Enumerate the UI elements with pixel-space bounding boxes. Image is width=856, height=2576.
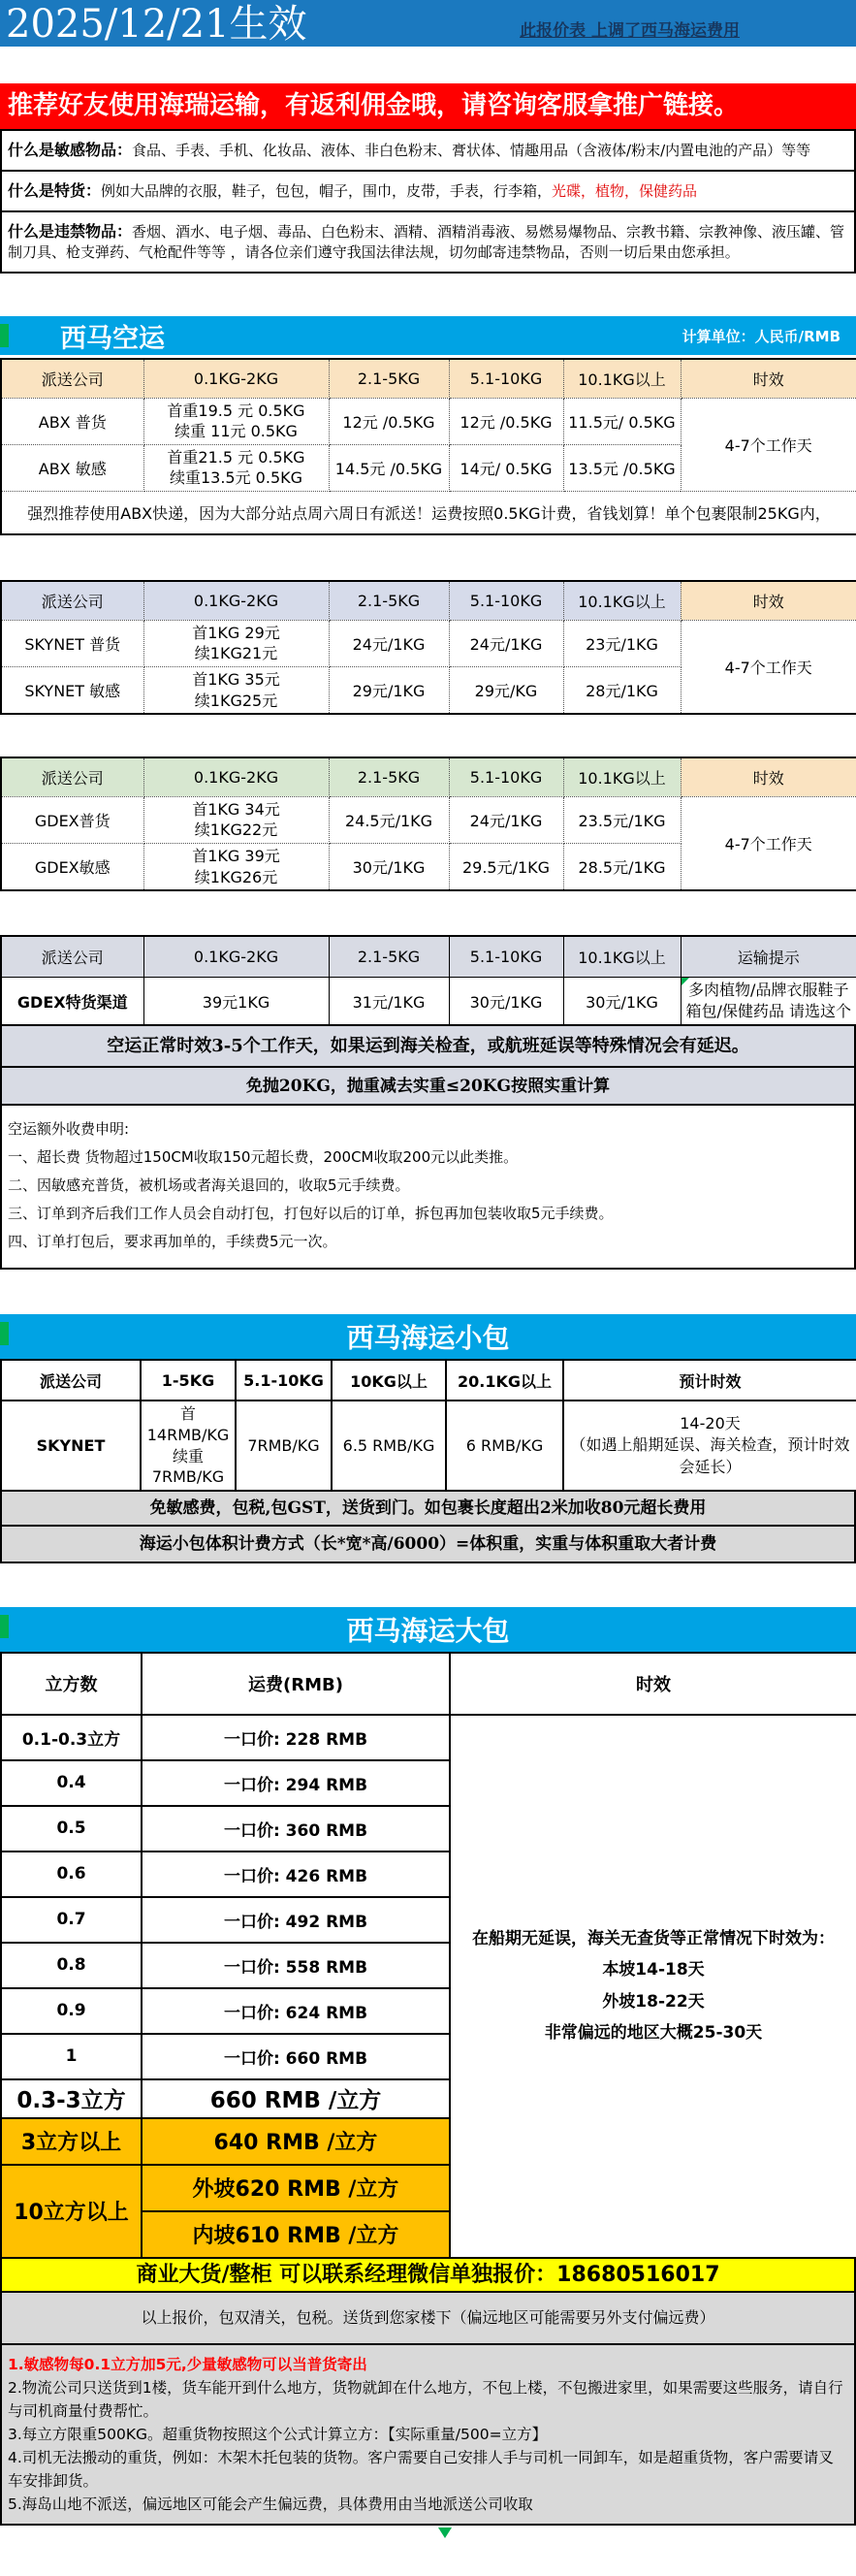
definition-prohibited-goods (2, 212, 854, 273)
column-header: 派送公司 (1, 936, 143, 977)
surcharge-title: 空运额外收费申明: (8, 1120, 130, 1139)
eta-cell (450, 1715, 856, 2258)
price-update-note: 此报价表 上调了西马海运费用 (520, 21, 740, 41)
cubic-range: 0.3-3立方 (1, 2079, 142, 2118)
air-volumetric-note: 免抛20KG，抛重减去实重≤20KG按照实重计算 (0, 1066, 856, 1106)
eta-cell (563, 1401, 856, 1490)
first-weight-cell (143, 444, 329, 491)
price-cell: 一口价: 360 RMB (142, 1806, 450, 1852)
surcharge-item: 二、因敏感充普货，被机场或者海关退回的，收取5元手续费。 (8, 1176, 410, 1195)
sea-small-rate-table (0, 1359, 856, 1491)
definitions-box (0, 129, 856, 274)
column-header: 20.1KG以上 (446, 1360, 563, 1401)
gdex-rate-table (0, 757, 856, 891)
price-cell: 23.5元/1KG (563, 796, 681, 843)
sea-big-rate-table (0, 1652, 856, 2259)
eta-days: 14-20天 (680, 1414, 741, 1433)
carrier-name: SKYNET (1, 1401, 141, 1490)
column-header: 2.1-5KG (329, 936, 449, 977)
currency-unit-note: 计算单位：人民币/RMB (682, 327, 840, 345)
first-weight-price: 首14RMB/KG (146, 1404, 230, 1444)
column-header: 10.1KG以上 (563, 581, 681, 620)
abx-rate-table (0, 358, 856, 535)
column-header: 2.1-5KG (329, 581, 449, 620)
additional-weight-price: 续重13.5元 0.5KG (169, 468, 303, 488)
eta-line: 在船期无延误，海关无查货等正常情况下时效为： (472, 1929, 835, 1949)
price-inclusive-note: 以上报价，包双清关，包税。送货到您家楼下（偏远地区可能需要另外支付偏远费） (0, 2291, 856, 2345)
price-cell: 一口价: 294 RMB (142, 1760, 450, 1806)
price-cell: 24元/1KG (449, 620, 563, 666)
cubic-range: 10立方以上 (1, 2165, 142, 2258)
column-header: 1-5KG (141, 1360, 236, 1401)
comment-marker-icon (682, 978, 689, 985)
definition-text: 例如大品牌的衣服，鞋子，包包，帽子，围巾，皮带，手表，行李箱， (101, 181, 553, 200)
price-cell: 12元 /0.5KG (449, 398, 563, 444)
price-cell: 一口价: 660 RMB (142, 2034, 450, 2079)
top-header (0, 0, 856, 47)
surcharge-item: 三、订单到齐后我们工作人员会自动打包，打包好以后的订单，拆包再加包装收取5元手续费。 (8, 1205, 614, 1223)
referral-promo-banner: 推荐好友使用海瑞运输，有返利佣金哦，请咨询客服拿推广链接。 (0, 83, 856, 129)
eta-line: 外坡18-22天 (602, 1991, 705, 2012)
definition-text: 香烟、酒水、电子烟、毒品、白色粉末、酒精、酒精消毒液、易燃易爆物品、宗教书籍、宗教神像、液压罐、管制刀具、枪支弹药、气枪配件等等 ，请各位亲们遵守我国法律法规，切勿邮寄违禁物品，否则一切后果由您承担。 (8, 222, 845, 262)
table-note-row (1, 491, 856, 534)
shipping-tip-line: 箱包/保健药品 请选这个 (685, 1002, 851, 1021)
price-cell: 640 RMB /立方 (142, 2118, 450, 2165)
table-header-row (1, 936, 856, 977)
table-row (1, 796, 856, 843)
first-weight-cell (143, 796, 329, 843)
sea-big-title: 西马海运大包 (346, 1614, 510, 1647)
note-item: 3.每立方限重500KG。超重货物按照这个公式计算立方：【实际重量/500=立方】 (8, 2425, 548, 2443)
column-header: 5.1-10KG (449, 936, 563, 977)
price-cell: 6 RMB/KG (446, 1401, 563, 1490)
price-cell: 13.5元 /0.5KG (563, 444, 681, 491)
additional-weight-price: 续1KG21元 (194, 644, 278, 663)
cubic-range: 0.8 (1, 1943, 142, 1988)
price-cell: 一口价: 492 RMB (142, 1897, 450, 1943)
cubic-range: 1 (1, 2034, 142, 2079)
sea-big-notes-box (0, 2343, 856, 2526)
table-row (1, 1715, 856, 1760)
carrier-name: GDEX特货渠道 (1, 977, 143, 1025)
column-header: 预计时效 (563, 1360, 856, 1401)
column-header: 运输提示 (681, 936, 856, 977)
sea-big-section-bar (0, 1607, 856, 1652)
column-header: 0.1KG-2KG (143, 936, 329, 977)
carrier-name: SKYNET 普货 (1, 620, 143, 666)
table-header-row (1, 1360, 856, 1401)
column-header: 2.1-5KG (329, 757, 449, 796)
skynet-rate-table (0, 580, 856, 715)
eta-line: 本坡14-18天 (602, 1960, 705, 1980)
spacer (0, 47, 856, 83)
price-cell: 24.5元/1KG (329, 796, 449, 843)
table-header-row (1, 1653, 856, 1715)
table-row (1, 398, 856, 444)
note-item: 4.司机无法搬动的重货，例如：木架木托包装的货物。客户需要自己安排人手与司机一同卸车，如是超重货物，客户需要请叉车安排卸货。 (8, 2448, 834, 2490)
price-cell: 24元/1KG (329, 620, 449, 666)
price-cell: 11.5元/ 0.5KG (563, 398, 681, 444)
spacer (0, 891, 856, 935)
column-header: 派送公司 (1, 581, 143, 620)
sea-small-section-bar (0, 1314, 856, 1359)
spacer (0, 715, 856, 757)
first-weight-price: 首1KG 34元 (192, 799, 280, 819)
carrier-name: GDEX普货 (1, 796, 143, 843)
eta-cell: 4-7个工作天 (681, 620, 856, 714)
column-header: 2.1-5KG (329, 359, 449, 398)
cubic-range: 0.6 (1, 1852, 142, 1897)
cubic-range: 0.9 (1, 1988, 142, 2034)
price-cell: 一口价: 228 RMB (142, 1715, 450, 1760)
price-cell: 6.5 RMB/KG (332, 1401, 446, 1490)
column-header: 时效 (681, 757, 856, 796)
sea-small-title: 西马海运小包 (346, 1322, 510, 1355)
price-cell: 12元 /0.5KG (329, 398, 449, 444)
price-cell: 一口价: 624 RMB (142, 1988, 450, 2034)
green-tab-icon (0, 324, 9, 347)
price-cell: 14元/ 0.5KG (449, 444, 563, 491)
bulk-contact-banner: 商业大货/整柜 可以联系经理微信单独报价：18680516017 (0, 2257, 856, 2293)
column-header: 5.1-10KG (449, 757, 563, 796)
price-cell: 29元/KG (449, 667, 563, 715)
additional-weight-price: 续1KG26元 (194, 867, 278, 886)
effective-date-title: 2025/12/21生效 (6, 2, 307, 47)
abx-recommendation-note: 强烈推荐使用ABX快递，因为大部分站点周六周日有派送！运费按照0.5KG计费，省钱划算！单个包裹限制25KG内， (1, 491, 856, 534)
first-weight-cell (143, 667, 329, 715)
spacer (0, 1563, 856, 1607)
note-item: 1.敏感物每0.1立方加5元,少量敏感物可以当普货寄出 (8, 2355, 367, 2373)
definition-label: 什么是敏感物品： (8, 141, 133, 159)
price-cell: 30元/1KG (329, 843, 449, 890)
column-header: 派送公司 (1, 1360, 141, 1401)
carrier-name: SKYNET 敏感 (1, 667, 143, 715)
price-cell: 外坡620 RMB /立方 (142, 2165, 450, 2211)
first-weight-cell (143, 620, 329, 666)
air-delay-note: 空运正常时效3-5个工作天，如果运到海关检查，或航班延误等特殊情况会有延迟。 (0, 1024, 856, 1068)
comment-marker-icon (438, 2528, 452, 2538)
cubic-range: 0.1-0.3立方 (1, 1715, 142, 1760)
price-cell: 23元/1KG (563, 620, 681, 666)
cubic-range: 0.5 (1, 1806, 142, 1852)
table-header-row (1, 359, 856, 398)
first-weight-price: 首1KG 29元 (192, 623, 280, 642)
price-cell: 29元/1KG (329, 667, 449, 715)
air-freight-section-bar (0, 316, 856, 355)
eta-line: 非常偏远的地区大概25-30天 (544, 2023, 763, 2044)
price-cell: 39元1KG (143, 977, 329, 1025)
price-cell: 14.5元 /0.5KG (329, 444, 449, 491)
table-header-row (1, 757, 856, 796)
first-weight-cell (143, 843, 329, 890)
first-weight-price: 首1KG 39元 (192, 846, 280, 865)
definition-label: 什么是特货： (8, 180, 102, 200)
spacer (0, 274, 856, 316)
table-header-row (1, 581, 856, 620)
price-cell: 一口价: 426 RMB (142, 1852, 450, 1897)
air-surcharge-box (0, 1104, 856, 1270)
additional-weight-price: 7RMB/KG (151, 1467, 225, 1487)
column-header: 运费(RMB) (142, 1653, 450, 1715)
first-weight-price: 首1KG 35元 (192, 670, 280, 690)
definition-special-goods (2, 172, 854, 212)
eta-cell: 4-7个工作天 (681, 398, 856, 491)
additional-weight-price: 续1KG22元 (194, 821, 278, 840)
sea-small-inclusive-note: 免敏感费，包税,包GST，送货到门。如包裹长度超出2米加收80元超长费用 (0, 1490, 856, 1527)
spacer (0, 1270, 856, 1314)
bottom-strip (0, 2526, 856, 2576)
surcharge-item: 四、订单打包后，要求再加单的，手续费5元一次。 (8, 1233, 337, 1251)
column-header: 0.1KG-2KG (143, 757, 329, 796)
sea-small-volumetric-note: 海运小包体积计费方式（长*宽*高/6000）=体积重，实重与体积重取大者计费 (0, 1525, 856, 1563)
column-header: 10KG以上 (332, 1360, 446, 1401)
carrier-name: ABX 敏感 (1, 444, 143, 491)
price-cell: 一口价: 558 RMB (142, 1943, 450, 1988)
eta-caveat: （如遇上船期延误、海关检查，预计时效会延长） (570, 1435, 850, 1476)
first-weight-cell (143, 398, 329, 444)
first-weight-price: 首重21.5 元 0.5KG (167, 447, 305, 467)
table-row (1, 1401, 856, 1490)
price-cell: 31元/1KG (329, 977, 449, 1025)
price-cell: 7RMB/KG (236, 1401, 332, 1490)
carrier-name: GDEX敏感 (1, 843, 143, 890)
price-cell: 内坡610 RMB /立方 (142, 2211, 450, 2258)
price-cell: 30元/1KG (449, 977, 563, 1025)
column-header: 10.1KG以上 (563, 359, 681, 398)
table-row (1, 620, 856, 666)
note-item: 2.物流公司只送货到1楼，货车能开到什么地方，货物就卸在什么地方，不包上楼，不包搬进家里，如果需要这些服务，请自行与司机商量付费帮忙。 (8, 2378, 843, 2420)
price-cell: 28元/1KG (563, 667, 681, 715)
price-cell: 28.5元/1KG (563, 843, 681, 890)
note-item: 5.海岛山地不派送，偏远地区可能会产生偏远费，具体费用由当地派送公司收取 (8, 2495, 533, 2513)
green-tab-icon (0, 1322, 9, 1345)
definition-sensitive-goods (2, 131, 854, 172)
definition-label: 什么是违禁物品： (8, 221, 133, 241)
column-header: 5.1-10KG (449, 359, 563, 398)
spacer (0, 535, 856, 580)
table-row (1, 977, 856, 1025)
column-header: 派送公司 (1, 359, 143, 398)
cubic-range: 3立方以上 (1, 2118, 142, 2165)
cubic-range: 0.4 (1, 1760, 142, 1806)
column-header: 5.1-10KG (449, 581, 563, 620)
cubic-range: 0.7 (1, 1897, 142, 1943)
shipping-tip-line: 多肉植物/品牌衣服鞋子 (688, 980, 849, 999)
carrier-name: ABX 普货 (1, 398, 143, 444)
column-header: 10.1KG以上 (563, 757, 681, 796)
first-weight-cell (141, 1401, 236, 1490)
additional-weight-price: 续1KG25元 (194, 691, 278, 710)
additional-weight-label: 续重 (172, 1446, 204, 1465)
definition-highlight: 光碟，植物，保健药品 (552, 181, 698, 200)
price-cell: 29.5元/1KG (449, 843, 563, 890)
price-cell: 660 RMB /立方 (142, 2079, 450, 2118)
column-header: 时效 (681, 359, 856, 398)
green-tab-icon (0, 1615, 9, 1638)
column-header: 0.1KG-2KG (143, 581, 329, 620)
column-header: 0.1KG-2KG (143, 359, 329, 398)
definition-text: 食品、手表、手机、化妆品、液体、非白色粉末、膏状体、情趣用品（含液体/粉末/内置电池的产品）等等 (132, 142, 811, 159)
column-header: 时效 (681, 581, 856, 620)
column-header: 10.1KG以上 (563, 936, 681, 977)
eta-cell: 4-7个工作天 (681, 796, 856, 890)
air-freight-title: 西马空运 (60, 323, 165, 354)
price-cell: 24元/1KG (449, 796, 563, 843)
surcharge-item: 一、超长费 货物超过150CM收取150元超长费，200CM收取200元以此类推。 (8, 1148, 519, 1167)
column-header: 派送公司 (1, 757, 143, 796)
column-header: 时效 (450, 1653, 856, 1715)
gdex-special-rate-table (0, 935, 856, 1026)
first-weight-price: 首重19.5 元 0.5KG (167, 401, 305, 420)
price-cell: 30元/1KG (563, 977, 681, 1025)
additional-weight-price: 续重 11元 0.5KG (174, 422, 298, 441)
column-header: 5.1-10KG (236, 1360, 332, 1401)
shipping-tip-cell (681, 977, 856, 1025)
column-header: 立方数 (1, 1653, 142, 1715)
